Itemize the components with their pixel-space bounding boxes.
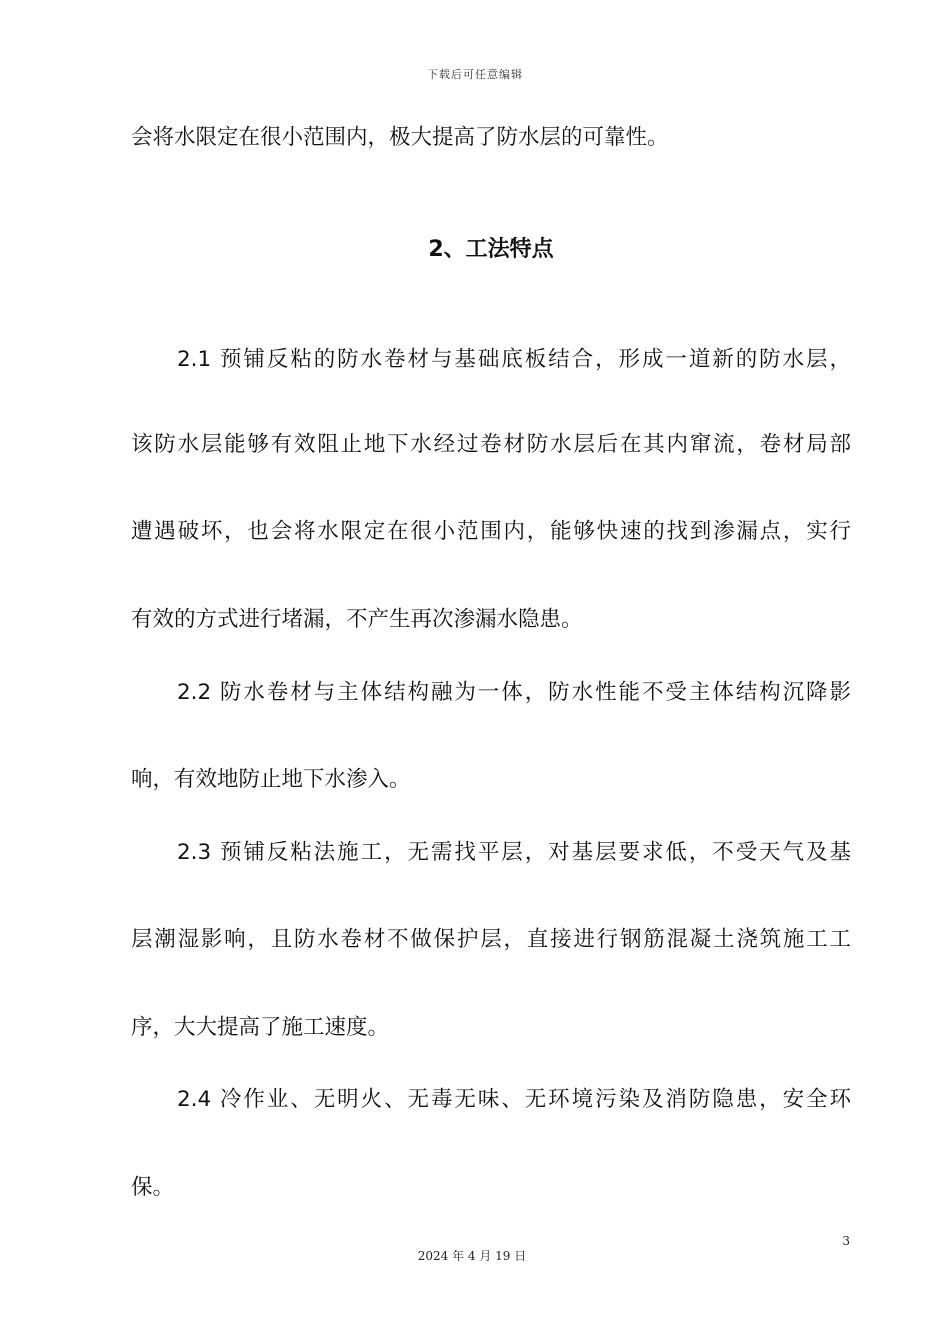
para-2-3-line-1: 2.3 预铺反粘法施工，无需找平层，对基层要求低，不受天气及基 — [177, 840, 851, 865]
para-2-3-line-2: 层潮湿影响，且防水卷材不做保护层，直接进行钢筋混凝土浇筑施工工 — [131, 927, 851, 952]
para-2-2-line-1: 2.2 防水卷材与主体结构融为一体，防水性能不受主体结构沉降影 — [177, 680, 851, 705]
para-2-2-line-2: 响，有效地防止地下水渗入。 — [131, 767, 411, 792]
para-2-1-line-2: 该防水层能够有效阻止地下水经过卷材防水层后在其内窜流，卷材局部 — [131, 432, 851, 457]
para-2-3-line-3: 序，大大提高了施工速度。 — [131, 1015, 390, 1040]
para-2-4-line-2: 保。 — [131, 1175, 175, 1200]
para-2-1-line-1: 2.1 预铺反粘的防水卷材与基础底板结合，形成一道新的防水层， — [177, 347, 851, 372]
section-heading: 2、工法特点 — [428, 237, 554, 262]
intro-line: 会将水限定在很小范围内，极大提高了防水层的可靠性。 — [131, 125, 669, 150]
page-number: 3 — [842, 1234, 850, 1248]
page-header: 下载后可任意编辑 — [427, 68, 523, 81]
para-2-1-line-4: 有效的方式进行堵漏，不产生再次渗漏水隐患。 — [131, 607, 583, 632]
para-2-1-line-3: 遭遇破坏，也会将水限定在很小范围内，能够快速的找到渗漏点，实行 — [131, 519, 851, 544]
footer-date: 2024 年 4 月 19 日 — [417, 1249, 527, 1263]
para-2-4-line-1: 2.4 冷作业、无明火、无毒无味、无环境污染及消防隐患，安全环 — [177, 1087, 851, 1112]
